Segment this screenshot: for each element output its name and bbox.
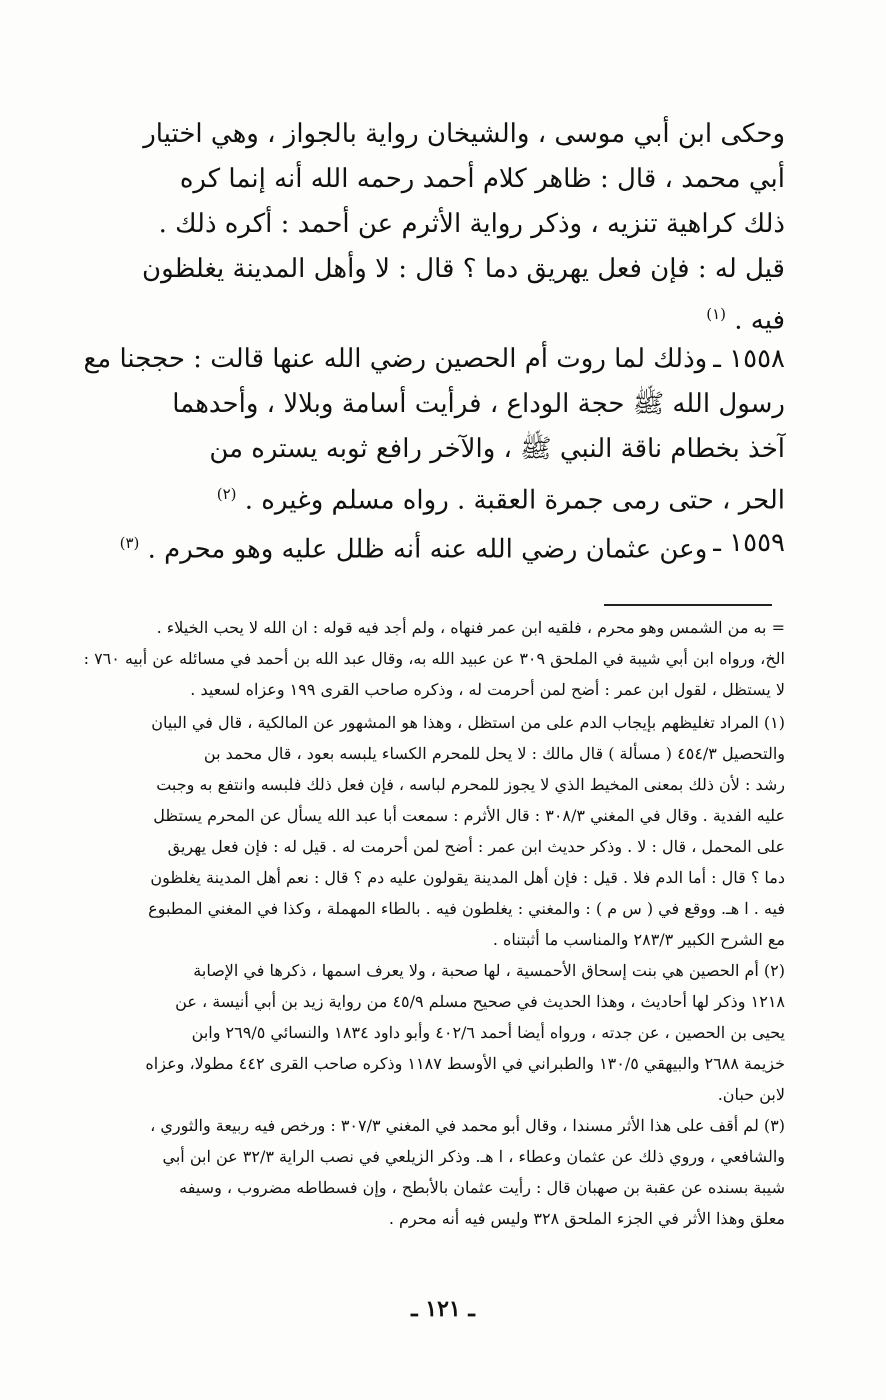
- footnote-line: مع الشرح الكبير ٢٨٣/٣ والمناسب ما أثبتناه .: [492, 930, 785, 949]
- text-line: [95, 521, 707, 566]
- footnote-line: الخ، ورواه ابن أبي شيبة في الملحق ٣٠٩ عن عبيد الله به، وقال عبد الله بن أحمد في مسائله عن أبيه ٧٦٠ :: [83, 649, 785, 668]
- footnote-line: ١٢١٨ وذكر لها أحاديث ، وهذا الحديث في صحيح مسلم ٤٥/٩ من رواية زيد بن أبي أنيسة ، عن: [175, 992, 785, 1011]
- paragraph-intro: [95, 112, 785, 337]
- footnote-line: معلق وهذا الأثر في الجزء الملحق ٣٢٨ وليس فيه أنه محرم .: [388, 1209, 785, 1228]
- footnote-line: = به من الشمس وهو محرم ، فلقيه ابن عمر فنهاه ، ولم أجد فيه قوله : ان الله لا يحب الخيلاء .: [156, 618, 785, 637]
- footnote-line: والتحصيل ٤٥٤/٣ ( مسألة ) قال مالك : لا يحل للمحرم الكساء يلبسه بعود ، قال محمد بن: [203, 744, 785, 763]
- footnote-line: (١) المراد تغليظهم بإيجاب الدم على من استظل ، وهذا هو المشهور عن المالكية ، قال في البيان: [151, 713, 785, 732]
- footnote-line: دما ؟ قال : أما الدم فلا . قيل : فإن أهل المدينة يقولون عليه دم ؟ قال : نعم أهل المدينة يغلظون: [150, 868, 785, 887]
- text-line: أبي محمد ، قال : ظاهر كلام أحمد رحمه الله أنه إنما كره: [179, 164, 785, 194]
- footnote-line: يحيى بن الحصين ، عن جدته ، ورواه أيضا أحمد ٤٠٢/٦ وأبو داود ١٨٣٤ والنسائي ٢٦٩/٥ وابن: [191, 1023, 785, 1042]
- page-number: ـ ١٢١ ـ: [411, 1296, 475, 1322]
- footnote-marker-3: (٣): [119, 534, 140, 552]
- footnote-marker-2: (٢): [216, 485, 237, 503]
- text-line-content: فيه .: [734, 305, 785, 336]
- footnote-line: عليه الفدية . وقال في المغني ٣٠٨/٣ : قال الأثرم : سمعت أبا عبد الله يسأل عن المحرم يستظل: [153, 806, 785, 825]
- footnote-line: لا يستظل ، لقول ابن عمر : أضح لمن أحرمت له ، وذكره صاحب القرى ١٩٩ وعزاه لسعيد .: [190, 680, 785, 699]
- text-line-content: وعن عثمان رضي الله عنه أنه ظلل عليه وهو محرم .: [147, 534, 708, 565]
- footnote-line: لابن حبان.: [717, 1085, 785, 1104]
- footnote-line: فيه . ا هـ. ووقع في ( س م ) : والمغني : يغلطون فيه . بالطاء المهملة ، وكذا في المغني المطبوع: [148, 899, 785, 918]
- text-line: ذلك كراهية تنزيه ، وذكر رواية الأثرم عن أحمد : أكره ذلك .: [158, 209, 785, 239]
- item-number-1558: ١٥٥٨ ـ: [713, 344, 785, 374]
- main-text: [83, 112, 785, 566]
- footnote-marker-1: (١): [706, 305, 726, 323]
- footnote-line: والشافعي ، وروي ذلك عن عثمان وعطاء ، ا هـ. وذكر الزيلعي في نصب الراية ٣٢/٣ عن ابن أبي: [162, 1147, 785, 1166]
- text-line-content: الحر ، حتى رمى جمرة العقبة . رواه مسلم وغيره .: [244, 485, 785, 516]
- footnote-line: رشد : لأن ذلك بمعنى المخيط الذي لا يجوز للمحرم لباسه ، فإن فعل ذلك فلبسه وانتفع به وجبت: [156, 775, 785, 794]
- item-1558: [83, 337, 785, 382]
- text-line: رسول الله ﷺ حجة الوداع ، فرأيت أسامة وبلالا ، وأحدهما: [172, 389, 785, 419]
- footnote-line: على المحمل ، قال : لا . وذكر حديث ابن عمر : أضح لمن أحرمت له . قيل له : فإن فعل يهريق: [167, 837, 785, 856]
- text-line: وذلك لما روت أم الحصين رضي الله عنها قالت : حججنا مع: [83, 344, 708, 374]
- item-number-1559: ١٥٥٩ ـ: [713, 528, 785, 558]
- text-line: آخذ بخطام ناقة النبي ﷺ ، والآخر رافع ثوبه يستره من: [209, 434, 785, 464]
- text-line: [95, 292, 785, 337]
- footnote-separator: [604, 604, 772, 606]
- footnote-line: شيبة بسنده عن عقبة بن صهبان قال : رأيت عثمان بالأبطح ، وإن فسطاطه مضروب ، وسيفه: [179, 1178, 785, 1197]
- item-1559: [95, 521, 785, 566]
- footnote-line: خزيمة ٢٦٨٨ والبيهقي ١٣٠/٥ والطبراني في الأوسط ١١٨٧ وذكره صاحب القرى ٤٤٢ مطولا، وعزاه: [145, 1054, 785, 1073]
- text-line: [95, 472, 785, 517]
- text-line: قيل له : فإن فعل يهريق دما ؟ قال : لا وأهل المدينة يغلظون: [142, 254, 785, 284]
- footnotes: [85, 612, 785, 1234]
- text-line: وحكى ابن أبي موسى ، والشيخان رواية بالجواز ، وهي اختيار: [143, 119, 785, 149]
- footnote-line: (٢) أم الحصين هي بنت إسحاق الأحمسية ، لها صحبة ، ولا يعرف اسمها ، ذكرها في الإصابة: [193, 961, 785, 980]
- footnote-line: (٣) لم أقف على هذا الأثر مسندا ، وقال أبو محمد في المغني ٣٠٧/٣ : ورخص فيه ربيعة والثوري ،: [150, 1116, 785, 1135]
